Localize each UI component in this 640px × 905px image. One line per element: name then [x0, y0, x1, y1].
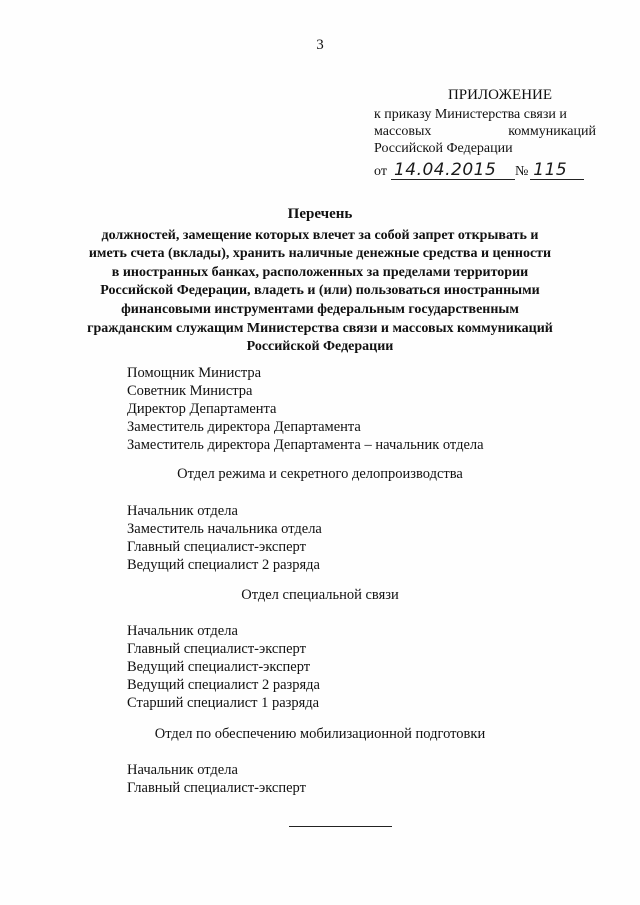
number-sign: № [514, 164, 529, 179]
list-item: Ведущий специалист 2 разряда [127, 557, 320, 573]
list-item: Начальник отдела [127, 503, 238, 519]
document-heading [60, 205, 580, 357]
appendix-line-2-left: массовых [374, 124, 432, 139]
list-item: Заместитель директора Департамента – начальник отдела [127, 437, 484, 453]
handwritten-order-number: 115 [530, 161, 584, 180]
page-number: 3 [316, 37, 324, 53]
heading-line: должностей, замещение которых влечет за собой запрет открывать и [101, 227, 539, 243]
section-title-regime: Отдел режима и секретного делопроизводства [177, 466, 463, 482]
list-item: Главный специалист-эксперт [127, 539, 306, 555]
heading-line: финансовыми инструментами федеральным государственным [121, 301, 519, 317]
positions-list-leadership [127, 364, 484, 454]
list-item: Начальник отдела [127, 762, 238, 778]
appendix-block [374, 87, 596, 180]
list-item: Главный специалист-эксперт [127, 780, 306, 796]
appendix-line-3: Российской Федерации [374, 141, 513, 156]
list-item: Старший специалист 1 разряда [127, 695, 320, 711]
list-item: Советник Министра [127, 383, 253, 399]
date-prefix: от [374, 164, 387, 179]
appendix-date-row [374, 161, 596, 180]
positions-list-special-communication [127, 622, 320, 712]
positions-list-mobilization [127, 761, 306, 797]
appendix-title: ПРИЛОЖЕНИЕ [447, 87, 553, 103]
heading-line: Российской Федерации, владеть и (или) пользоваться иностранными [100, 283, 540, 299]
heading-line: гражданским служащим Министерства связи и массовых коммуникаций [87, 320, 553, 336]
list-item: Начальник отдела [127, 623, 238, 639]
list-item: Заместитель директора Департамента [127, 419, 361, 435]
heading-line: иметь счета (вклады), хранить наличные денежные средства и ценности [88, 246, 552, 262]
list-item: Ведущий специалист 2 разряда [127, 677, 320, 693]
heading-line: Российской Федерации [246, 339, 394, 355]
list-item: Директор Департамента [127, 401, 277, 417]
heading-line: в иностранных банках, расположенных за пределами территории [111, 264, 529, 280]
positions-list-regime [127, 502, 322, 574]
appendix-line-2 [374, 123, 596, 140]
list-item: Главный специалист-эксперт [127, 641, 306, 657]
section-title-mobilization: Отдел по обеспечению мобилизационной подготовки [154, 726, 486, 742]
section-title-special-communication: Отдел специальной связи [241, 587, 399, 603]
appendix-line-1: к приказу Министерства связи и [374, 107, 567, 122]
handwritten-date: 14.04.2015 [391, 161, 515, 180]
list-item: Заместитель начальника отдела [127, 521, 322, 537]
list-item: Ведущий специалист-эксперт [127, 659, 311, 675]
appendix-line-2-right: коммуникаций [508, 124, 596, 139]
end-rule [289, 826, 392, 827]
list-item: Помощник Министра [127, 365, 262, 381]
heading-title: Перечень [287, 206, 353, 222]
